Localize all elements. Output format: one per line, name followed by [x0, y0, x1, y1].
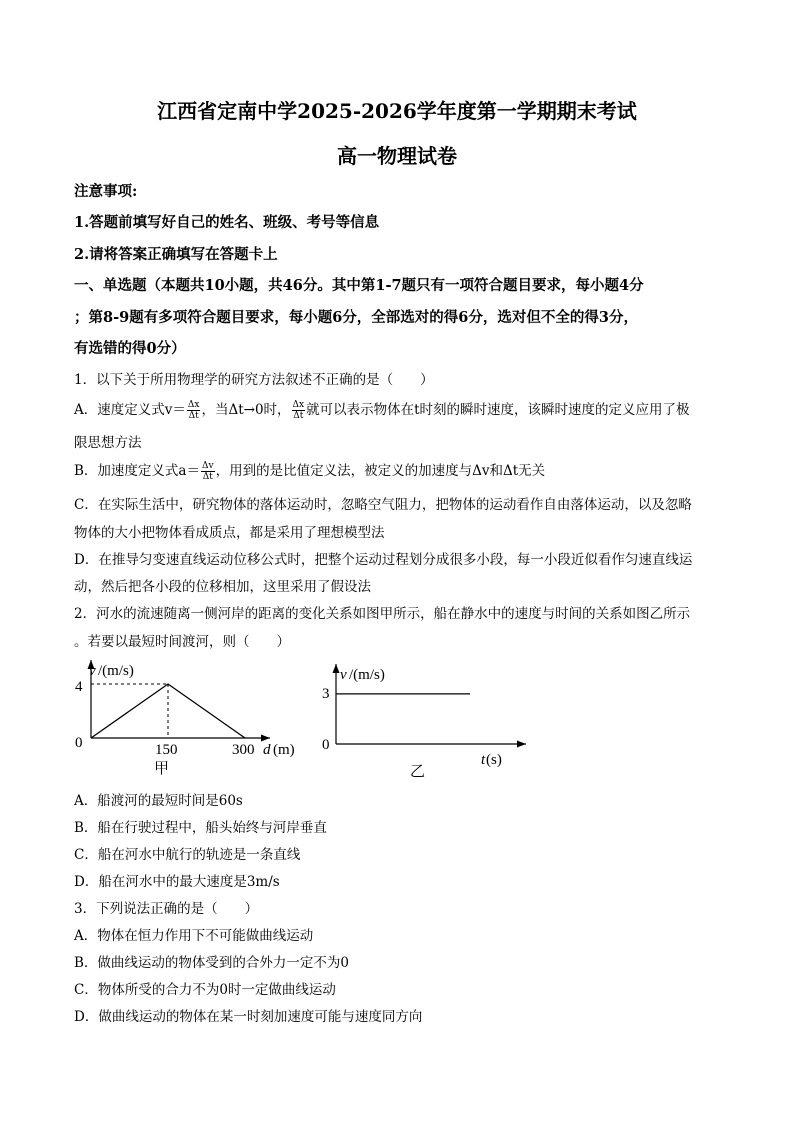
q3-stem: 3．下列说法正确的是（ ） [74, 901, 259, 917]
q1-b-text-1: B．加速度定义式a＝ [74, 463, 200, 479]
q2-option-d: D．船在河水中的最大速度是3m/s [74, 874, 280, 890]
q2-option-b: B．船在行驶过程中，船头始终与河岸垂直 [74, 820, 327, 836]
chart-jia-xtick-300: 300 [232, 742, 255, 758]
notice-heading: 注意事项: [74, 183, 138, 200]
chart-yi [322, 664, 526, 780]
q1-a-text-1: A．速度定义式v＝ [74, 402, 186, 418]
chart-jia-xtick-150: 150 [155, 742, 178, 758]
q2-option-a: A．船渡河的最短时间是60s [74, 793, 243, 809]
chart-yi-origin-label: 0 [322, 737, 330, 753]
chart-jia [75, 660, 295, 777]
q1-option-b [74, 459, 545, 482]
q1-option-d-line-1: D．在推导匀变速直线运动位移公式时，把整个运动过程划分成很多小段，每一小段近似看作匀速直线运 [74, 552, 693, 568]
q1-option-c-line-2: 物体的大小把物体看成质点，都是采用了理想模型法 [74, 525, 385, 541]
chart-jia-origin-label: 0 [75, 735, 83, 751]
fraction-dx-dt [292, 400, 306, 421]
q2-stem-line-2: 。若要以最短时间渡河，则（ ） [74, 634, 290, 650]
notice-item-1: 1.答题前填写好自己的姓名、班级、考号等信息 [74, 214, 380, 231]
fraction-numerator: Δx [187, 400, 200, 410]
section-heading-line-1: 一、单选题（本题共10小题，共46分。其中第1-7题只有一项符合题目要求，每小题4分 [74, 277, 644, 294]
section-heading-line-3: 有选错的得0分） [74, 340, 186, 357]
q2-figures [70, 656, 530, 781]
fraction-dx-dt [187, 400, 201, 421]
chart-yi-caption: 乙 [410, 764, 426, 780]
chart-jia-ylabel-symbol: v [89, 663, 96, 679]
fraction-denominator: Δt [202, 472, 213, 482]
q1-b-text-2: ，用到的是比值定义法，被定义的加速度与Δv和Δt无关 [215, 463, 546, 479]
q3-option-d: D．做曲线运动的物体在某一时刻加速度可能与速度同方向 [74, 1009, 423, 1025]
q1-option-a-line-2: 限思想方法 [74, 435, 142, 451]
exam-title: 江西省定南中学2025-2026学年度第一学期期末考试 [157, 99, 637, 123]
chart-jia-xlabel-symbol: d [263, 742, 271, 758]
q1-a-text-2: ，当Δt→0时， [201, 402, 291, 418]
section-heading-line-2: ；第8-9题有多项符合题目要求，每小题6分，全部选对的得6分，选对但不全的得3分， [74, 309, 638, 326]
chart-yi-xlabel-symbol: t [481, 752, 486, 768]
chart-yi-ylabel-symbol: v [340, 667, 347, 683]
fraction-denominator: Δt [188, 411, 199, 421]
q1-a-text-3: 就可以表示物体在t时刻的瞬时速度，该瞬时速度的定义应用了极 [306, 402, 690, 418]
chart-jia-xlabel-unit: (m) [273, 742, 295, 758]
fraction-denominator: Δt [293, 411, 304, 421]
exam-subtitle: 高一物理试卷 [337, 144, 457, 168]
q2-option-c: C．船在河水中航行的轨迹是一条直线 [74, 847, 301, 863]
q3-option-b: B．做曲线运动的物体受到的合外力一定不为0 [74, 955, 350, 971]
chart-yi-xlabel-unit: (s) [486, 752, 502, 768]
q2-stem-line-1: 2．河水的流速随离一侧河岸的距离的变化关系如图甲所示，船在静水中的速度与时间的关系如图乙所示 [74, 606, 691, 622]
q1-option-c-line-1: C．在实际生活中，研究物体的落体运动时，忽略空气阻力，把物体的运动看作自由落体运动，以及忽略 [74, 497, 692, 513]
q3-option-a: A．物体在恒力作用下不可能做曲线运动 [74, 928, 314, 944]
fraction-numerator: Δx [292, 400, 305, 410]
chart-jia-caption: 甲 [154, 761, 170, 777]
chart-yi-ylabel-unit: /(m/s) [349, 667, 385, 683]
q1-option-d-line-2: 动，然后把各小段的位移相加，这里采用了假设法 [74, 579, 371, 595]
chart-yi-ytick-3: 3 [322, 686, 330, 702]
notice-item-2: 2.请将答案正确填写在答题卡上 [74, 246, 278, 263]
fraction-dv-dt [201, 461, 215, 482]
fraction-numerator: Δv [201, 461, 214, 471]
chart-jia-ylabel-unit: /(m/s) [98, 663, 134, 679]
q1-option-a [74, 398, 690, 421]
q3-option-c: C．物体所受的合力不为0时一定做曲线运动 [74, 982, 336, 998]
q1-stem: 1．以下关于所用物理学的研究方法叙述不正确的是（ ） [74, 372, 434, 388]
chart-jia-ytick-4: 4 [75, 679, 83, 695]
